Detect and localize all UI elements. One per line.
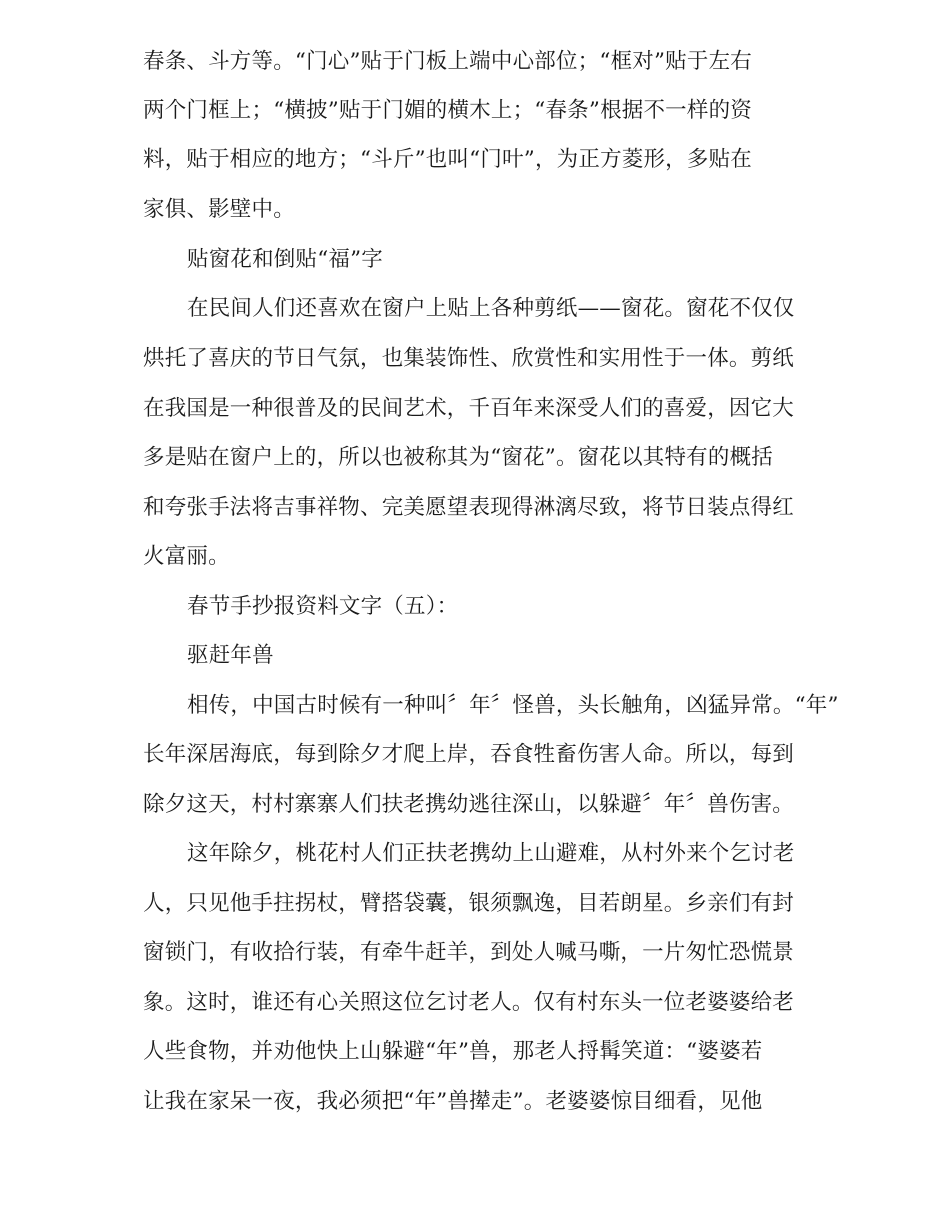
- paragraph-line: 长年深居海底，每到除夕才爬上岸，吞食牲畜伤害人命。所以，每到: [143, 742, 795, 767]
- paragraph-line: 窗锁门，有收拾行装，有牵牛赶羊，到处人喊马嘶，一片匆忙恐慌景: [143, 940, 795, 965]
- paragraph-line: 火富丽。: [143, 544, 230, 569]
- paragraph-line: 家俱、影壁中。: [143, 197, 295, 222]
- paragraph-line: 除夕这天，村村寨寨人们扶老携幼逃往深山，以躲避〞年〞兽伤害。: [143, 792, 795, 817]
- paragraph-line: 让我在家呆一夜，我必须把“年”兽撵走”。老婆婆惊目细看，见他: [143, 1089, 763, 1114]
- paragraph-line: 在民间人们还喜欢在窗户上贴上各种剪纸——窗花。窗花不仅仅: [187, 296, 795, 321]
- paragraph-line: 料，贴于相应的地方；“斗斤”也叫“门叶”，为正方菱形，多贴在: [143, 147, 752, 172]
- paragraph-line: 相传，中国古时候有一种叫〞年〞怪兽，头长触角，凶猛异常。“年”: [187, 693, 839, 718]
- section-heading: 春节手抄报资料文字（五）：: [187, 594, 459, 619]
- paragraph-line: 在我国是一种很普及的民间艺术，千百年来深受人们的喜爱，因它大: [143, 396, 795, 421]
- paragraph-line: 象。这时，谁还有心关照这位乞讨老人。仅有村东头一位老婆婆给老: [143, 990, 795, 1015]
- paragraph-line: 和夸张手法将吉事祥物、完美愿望表现得淋漓尽致，将节日装点得红: [143, 495, 795, 520]
- section-heading: 贴窗花和倒贴“福”字: [187, 247, 383, 272]
- paragraph-line: 人些食物，并劝他快上山躲避“年”兽，那老人捋髯笑道：“婆婆若: [143, 1039, 763, 1064]
- paragraph-line: 人，只见他手拄拐杖，臂搭袋囊，银须飘逸，目若朗星。乡亲们有封: [143, 891, 795, 916]
- paragraph-line: 两个门框上；“横披”贴于门媚的横木上；“春条”根据不一样的资: [143, 98, 752, 123]
- paragraph-line: 这年除夕，桃花村人们正扶老携幼上山避难，从村外来个乞讨老: [187, 841, 795, 866]
- paragraph-line: 烘托了喜庆的节日气氛，也集装饰性、欣赏性和实用性于一体。剪纸: [143, 346, 795, 371]
- paragraph-line: 多是贴在窗户上的，所以也被称其为“窗花”。窗花以其特有的概括: [143, 445, 773, 470]
- section-heading: 驱赶年兽: [187, 643, 274, 668]
- paragraph-line: 春条、斗方等。“门心”贴于门板上端中心部位；“框对”贴于左右: [143, 49, 752, 74]
